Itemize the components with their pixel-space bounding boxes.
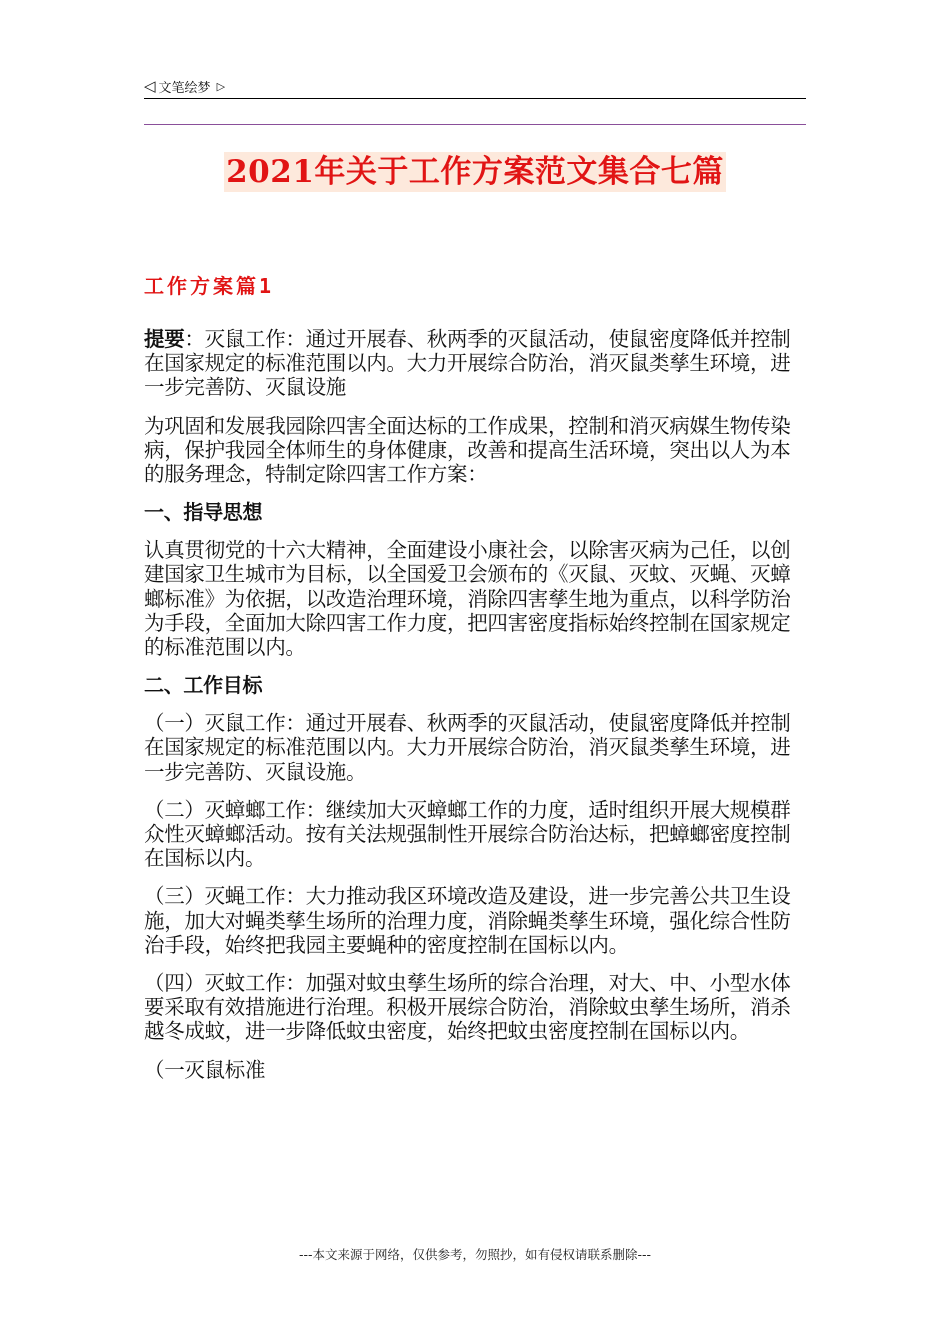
section-title: 工作方案篇1: [144, 274, 275, 298]
summary-label: 提要: [144, 327, 185, 351]
heading-work-goals: 二、工作目标: [144, 673, 263, 698]
summary-paragraph: [144, 327, 806, 400]
goal-rodent-paragraph: （一）灭鼠工作：通过开展春、秋两季的灭鼠活动，使鼠密度降低并控制在国家规定的标准范围以内。大力开展综合防治，消灭鼠类孳生环境，进一步完善防、灭鼠设施。: [144, 711, 791, 784]
document-body: [144, 327, 806, 1096]
last-line: （一灭鼠标准: [144, 1057, 266, 1082]
document-title: 2021年关于工作方案范文集合七篇: [226, 154, 724, 190]
heading-guiding-ideology: 一、指导思想: [144, 500, 263, 525]
intro-paragraph: 为巩固和发展我园除四害全面达标的工作成果，控制和消灭病媒生物传染病，保护我园全体师生的身体健康，改善和提高生活环境，突出以人为本的服务理念，特制定除四害工作方案：: [144, 413, 791, 487]
header-rule: [144, 98, 806, 99]
goal-cockroach-paragraph: （二）灭蟑螂工作：继续加大灭蟑螂工作的力度，适时组织开展大规模群众性灭蟑螂活动。按有关法规强制性开展综合防治达标，把蟑螂密度控制在国标以内。: [144, 797, 791, 871]
page-header: [144, 74, 806, 98]
brand-label: 文笔绘梦: [158, 80, 211, 96]
divider-rule: [144, 124, 806, 125]
goal-mosquito-paragraph: （四）灭蚊工作：加强对蚊虫孳生场所的综合治理，对大、中、小型水体要采取有效措施进行治理。积极开展综合防治，消除蚊虫孳生场所，消杀越冬成蚊，进一步降低蚊虫密度，始终把蚊虫密度控制在国标以内。: [144, 971, 791, 1044]
triangle-left-icon: ◁: [144, 77, 156, 95]
guiding-paragraph: 认真贯彻党的十六大精神，全面建设小康社会，以除害灭病为己任，以创建国家卫生城市为目标，以全国爱卫会颁布的《灭鼠、灭蚊、灭蝇、灭蟑螂标准》为依据，以改造治理环境，消除四害孳生地为重点，以科学防治为手段，全面加大除四害工作力度，把四害密度指标始终控制在国家规定的标准范围以内。: [144, 538, 791, 660]
footer-disclaimer: ---本文来源于网络，仅供参考，勿照抄，如有侵权请联系删除---: [298, 1247, 652, 1262]
triangle-right-icon: ▷: [216, 79, 226, 93]
goal-fly-paragraph: （三）灭蝇工作：大力推动我区环境改造及建设，进一步完善公共卫生设施，加大对蝇类孳生场所的治理力度，消除蝇类孳生环境，强化综合性防治手段，始终把我园主要蝇种的密度控制在国标以内。: [144, 884, 791, 957]
title-container: [0, 152, 950, 192]
summary-text: ：灭鼠工作：通过开展春、秋两季的灭鼠活动，使鼠密度降低并控制在国家规定的标准范围以内。大力开展综合防治，消灭鼠类孳生环境，进一步完善防、灭鼠设施: [144, 327, 791, 400]
